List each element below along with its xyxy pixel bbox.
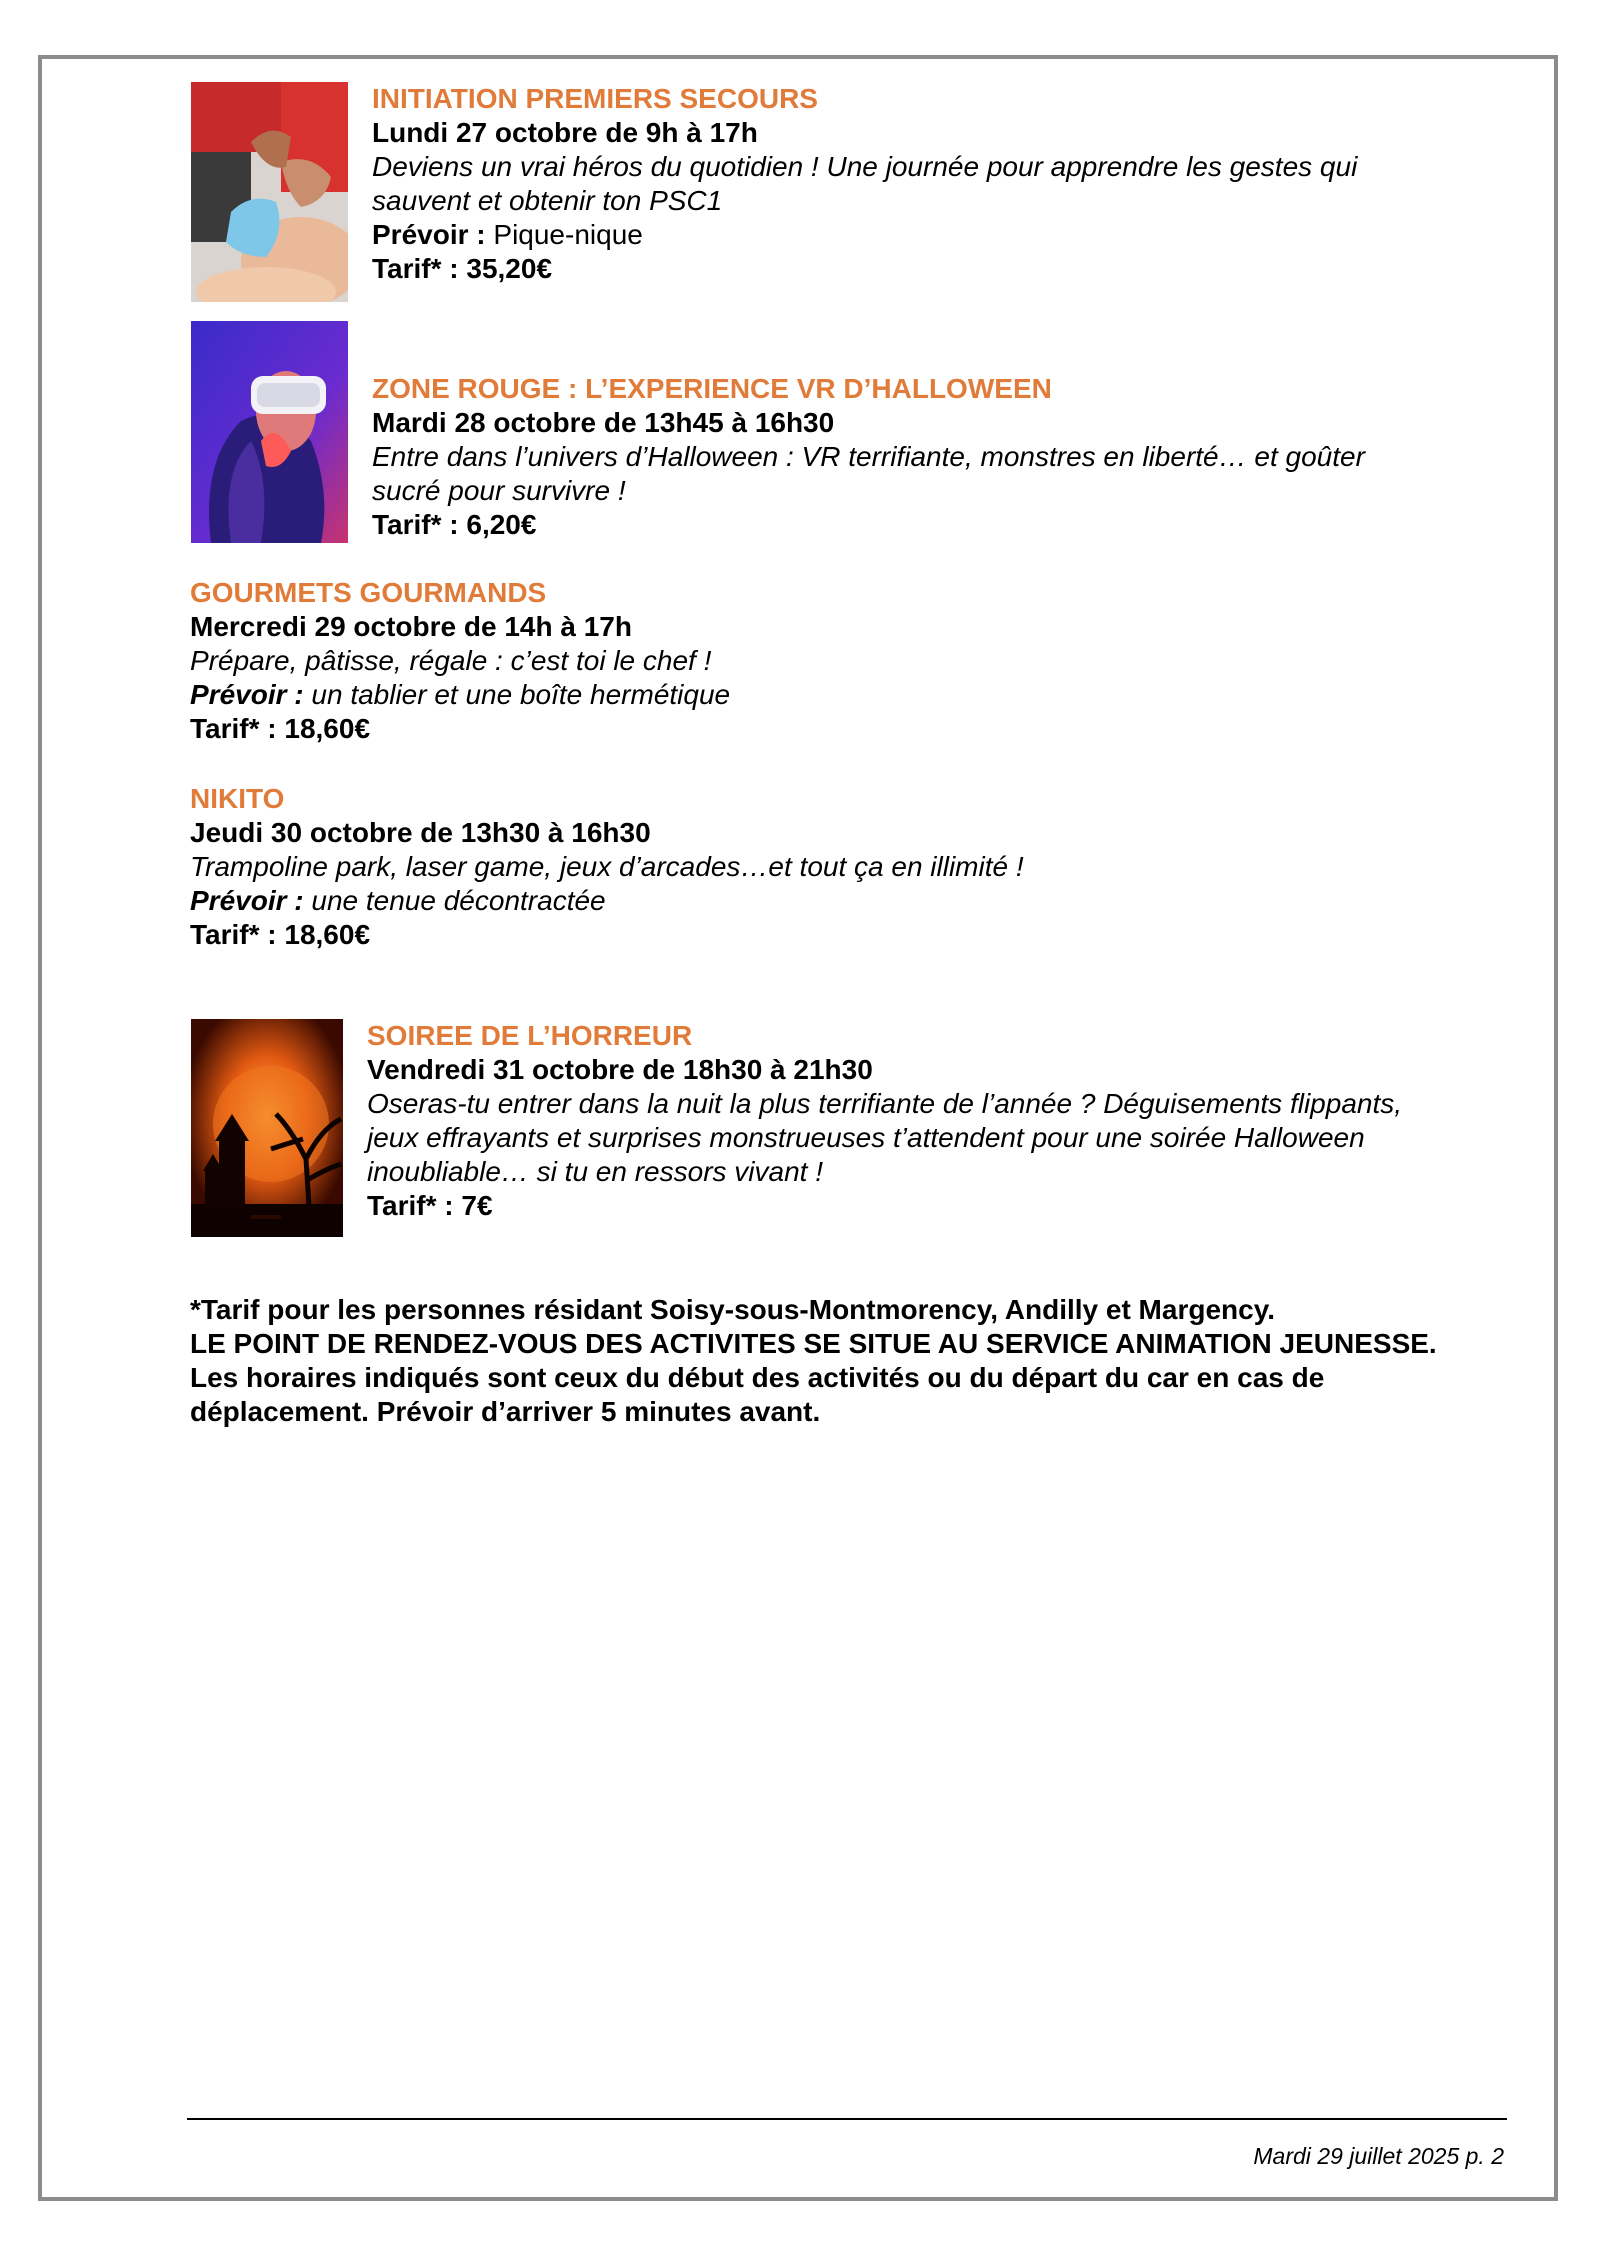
activity-date: Vendredi 31 octobre de 18h30 à 21h30 xyxy=(367,1054,873,1085)
notes-section xyxy=(190,1293,1450,1429)
activity-prevoir xyxy=(372,218,1522,252)
activity-date: Mardi 28 octobre de 13h45 à 16h30 xyxy=(372,407,835,438)
vr-headset-photo xyxy=(191,321,348,543)
activity-vr xyxy=(372,372,1522,542)
activity-date: Mercredi 29 octobre de 14h à 17h xyxy=(190,611,632,642)
activity-description: sauvent et obtenir ton PSC1 xyxy=(372,185,723,216)
activity-title: NIKITO xyxy=(190,783,285,814)
activity-horror xyxy=(367,1019,1517,1223)
footer-divider xyxy=(187,2118,1507,2120)
first-aid-photo xyxy=(191,82,348,302)
schedule-note: Les horaires indiqués sont ceux du début des activités ou du départ du car en cas de déplacement. Prévoir d’arriver 5 minutes avant. xyxy=(190,1362,1325,1427)
activity-nikito xyxy=(190,782,1490,952)
activity-gourmets xyxy=(190,576,1490,746)
activity-first-aid xyxy=(372,82,1522,286)
prevoir-value: une tenue décontractée xyxy=(303,885,606,916)
activity-title: GOURMETS GOURMANDS xyxy=(190,577,547,608)
activity-tarif: Tarif* : 18,60€ xyxy=(190,713,371,744)
activity-date: Lundi 27 octobre de 9h à 17h xyxy=(372,117,758,148)
activity-description: sucré pour survivre ! xyxy=(372,475,626,506)
activity-description: Oseras-tu entrer dans la nuit la plus terrifiante de l’année ? Déguisements flippants, xyxy=(367,1088,1403,1119)
footer-date-page: Mardi 29 juillet 2025 p. 2 xyxy=(1253,2143,1504,2169)
prevoir-value: Pique-nique xyxy=(485,219,643,250)
activity-tarif: Tarif* : 6,20€ xyxy=(372,509,537,540)
activity-prevoir xyxy=(190,884,1490,918)
tarif-note: *Tarif pour les personnes résidant Soisy-sous-Montmorency, Andilly et Margency. xyxy=(190,1294,1275,1325)
halloween-moon-photo xyxy=(191,1019,343,1237)
activity-description: jeux effrayants et surprises monstrueuses t’attendent pour une soirée Halloween xyxy=(367,1122,1365,1153)
activity-title: INITIATION PREMIERS SECOURS xyxy=(372,83,818,114)
prevoir-label: Prévoir : xyxy=(372,219,486,250)
activity-description: inoubliable… si tu en ressors vivant ! xyxy=(367,1156,823,1187)
prevoir-value: un tablier et une boîte hermétique xyxy=(303,679,731,710)
activity-description: Entre dans l’univers d’Halloween : VR terrifiante, monstres en liberté… et goûter xyxy=(372,441,1365,472)
activity-prevoir xyxy=(190,678,1490,712)
prevoir-label: Prévoir : xyxy=(190,679,304,710)
activity-tarif: Tarif* : 35,20€ xyxy=(372,253,553,284)
meeting-point-note: LE POINT DE RENDEZ-VOUS DES ACTIVITES SE SITUE AU SERVICE ANIMATION JEUNESSE. xyxy=(190,1328,1437,1359)
activity-description: Trampoline park, laser game, jeux d’arcades…et tout ça en illimité ! xyxy=(190,851,1024,882)
activity-title: ZONE ROUGE : L’EXPERIENCE VR D’HALLOWEEN xyxy=(372,373,1052,404)
activity-date: Jeudi 30 octobre de 13h30 à 16h30 xyxy=(190,817,651,848)
activity-tarif: Tarif* : 18,60€ xyxy=(190,919,371,950)
activity-description: Prépare, pâtisse, régale : c’est toi le chef ! xyxy=(190,645,712,676)
activity-description: Deviens un vrai héros du quotidien ! Une journée pour apprendre les gestes qui xyxy=(372,151,1358,182)
activity-tarif: Tarif* : 7€ xyxy=(367,1190,493,1221)
prevoir-label: Prévoir : xyxy=(190,885,304,916)
activity-title: SOIREE DE L’HORREUR xyxy=(367,1020,693,1051)
